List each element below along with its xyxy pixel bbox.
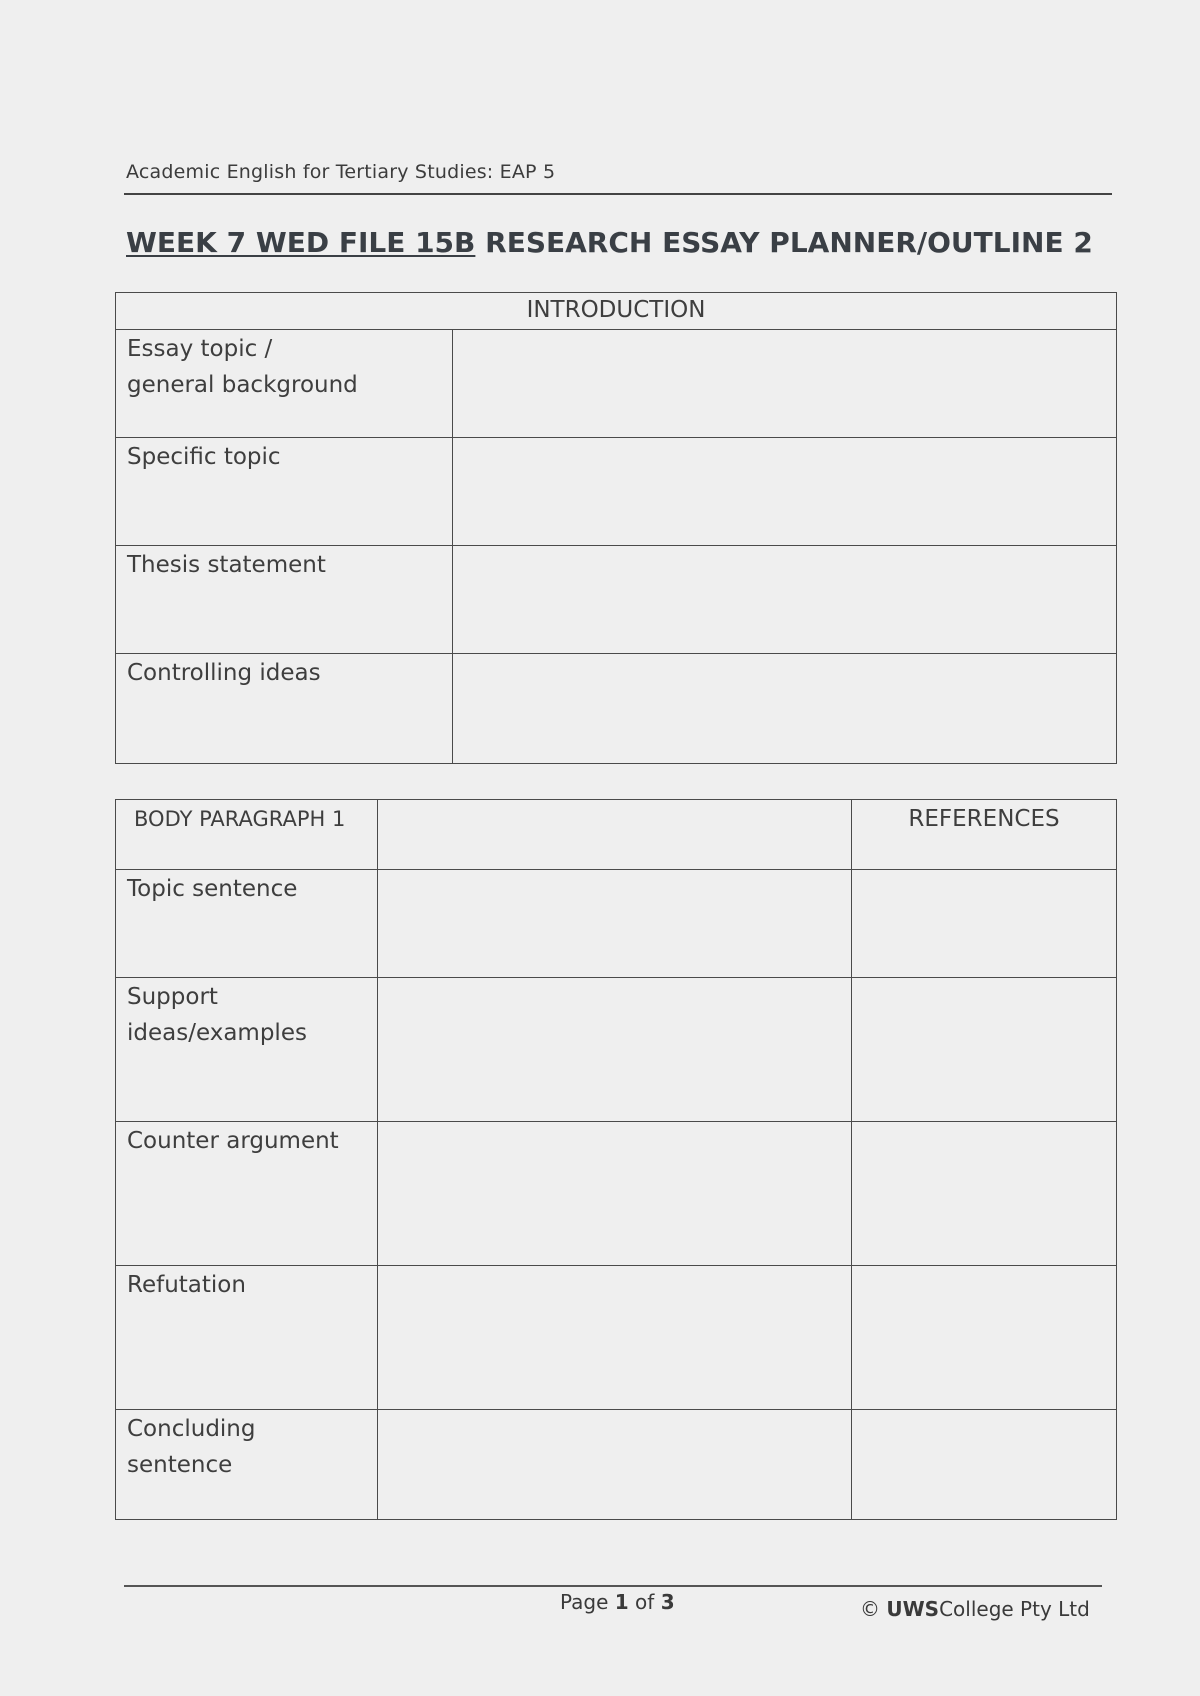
table-row: [116, 438, 1117, 546]
table-row: [116, 870, 1117, 978]
row-label-concluding-sentence: [116, 1410, 378, 1520]
label-line: Topic sentence: [127, 876, 298, 902]
table-row: [116, 1266, 1117, 1410]
label-line: ideas/examples: [127, 1020, 307, 1046]
answer-cell-essay-topic[interactable]: [453, 330, 1117, 438]
copyright-rest: College Pty Ltd: [939, 1597, 1090, 1621]
label-line: Counter argument: [127, 1128, 339, 1154]
page-total: 3: [660, 1590, 675, 1614]
body-paragraph-table: [115, 799, 1117, 1520]
copyright-icon: ©: [860, 1597, 880, 1621]
page-prefix: Page: [560, 1590, 615, 1614]
label-line: Essay topic /: [127, 336, 273, 362]
table-row: [116, 546, 1117, 654]
header-divider: [124, 193, 1112, 195]
row-label-topic-sentence: [116, 870, 378, 978]
title-rest: RESEARCH ESSAY PLANNER/OUTLINE 2: [475, 226, 1093, 259]
table-row: [116, 330, 1117, 438]
answer-cell-refutation[interactable]: [378, 1266, 852, 1410]
table-row: [116, 654, 1117, 764]
answer-cell-counter-argument[interactable]: [378, 1122, 852, 1266]
row-label-thesis-statement: [116, 546, 453, 654]
answer-cell-specific-topic[interactable]: [453, 438, 1117, 546]
copyright-brand: UWS: [886, 1597, 940, 1621]
reference-cell-refutation[interactable]: [852, 1266, 1117, 1410]
course-header: Academic English for Tertiary Studies: EAP 5: [126, 161, 556, 183]
body-paragraph-heading: BODY PARAGRAPH 1: [116, 800, 378, 870]
answer-cell-topic-sentence[interactable]: [378, 870, 852, 978]
introduction-heading-row: [116, 293, 1117, 330]
row-label-controlling-ideas: [116, 654, 453, 764]
page-mid: of: [628, 1590, 661, 1614]
title-underlined-part: WEEK 7 WED FILE 15B: [126, 226, 476, 259]
introduction-table: [115, 292, 1117, 764]
label-line: Refutation: [127, 1272, 246, 1298]
reference-cell-topic-sentence[interactable]: [852, 870, 1117, 978]
page-title: [126, 226, 1093, 259]
row-label-essay-topic: [116, 330, 453, 438]
page-number: [560, 1590, 675, 1614]
answer-cell-support[interactable]: [378, 978, 852, 1122]
reference-cell-support[interactable]: [852, 978, 1117, 1122]
row-label-refutation: [116, 1266, 378, 1410]
body-heading-row: [116, 800, 1117, 870]
label-line: Specific topic: [127, 444, 281, 470]
body-heading-blank-cell[interactable]: [378, 800, 852, 870]
row-label-counter-argument: [116, 1122, 378, 1266]
page-current: 1: [614, 1590, 629, 1614]
label-line: Concluding: [127, 1416, 256, 1442]
table-row: [116, 1122, 1117, 1266]
label-line: sentence: [127, 1452, 233, 1478]
reference-cell-counter-argument[interactable]: [852, 1122, 1117, 1266]
label-line: Thesis statement: [127, 552, 326, 578]
references-heading: REFERENCES: [852, 800, 1117, 870]
answer-cell-concluding-sentence[interactable]: [378, 1410, 852, 1520]
table-row: [116, 978, 1117, 1122]
row-label-support: [116, 978, 378, 1122]
row-label-specific-topic: [116, 438, 453, 546]
label-line: general background: [127, 372, 358, 398]
label-line: Support: [127, 984, 218, 1010]
table-row: [116, 1410, 1117, 1520]
footer-divider: [124, 1585, 1102, 1587]
copyright-notice: [860, 1597, 1090, 1621]
reference-cell-concluding-sentence[interactable]: [852, 1410, 1117, 1520]
answer-cell-controlling-ideas[interactable]: [453, 654, 1117, 764]
label-line: Controlling ideas: [127, 660, 321, 686]
introduction-heading: INTRODUCTION: [116, 293, 1117, 330]
answer-cell-thesis-statement[interactable]: [453, 546, 1117, 654]
